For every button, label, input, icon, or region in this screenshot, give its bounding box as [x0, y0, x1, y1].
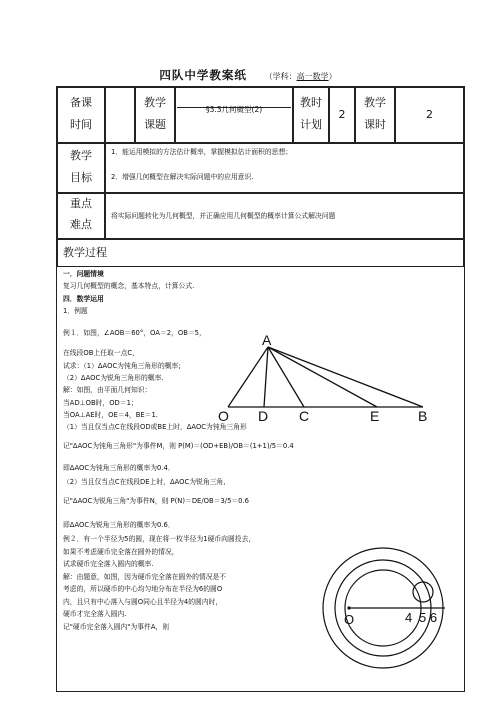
label-o: O: [218, 408, 229, 424]
ex1-line-2: 在线段OB上任取一点C，: [63, 349, 139, 357]
ex2-line-6: 内，且只有中心落入与圆O同心且半径为4的圆内时，: [63, 598, 223, 606]
ex2-line-4: 解：由题意，如图，因为硬币完全落在圆外的情况是不: [63, 573, 227, 581]
radius-56-label: 5 6: [419, 610, 438, 625]
ex1-line-11: （2）当且仅当点C在线段DE上时，ΔAOC为锐角三角,: [63, 478, 226, 486]
circles-figure: [315, 538, 465, 688]
prep-time-label-2: 时间: [70, 118, 92, 131]
plan-label-1: 教时: [300, 96, 322, 109]
topic-value: §3.3几何概型(2): [205, 105, 263, 114]
label-d: D: [258, 408, 269, 424]
plan-value: 2: [338, 108, 346, 121]
hours-label-1: 教学: [364, 96, 386, 109]
section-2-sub: 1．例题: [63, 307, 88, 315]
ex1-line-6: 当AD⊥OB时，OD＝1；: [63, 399, 138, 407]
prep-time-value-cell: [105, 87, 135, 143]
section-1-text: 复习几何概型的概念，基本特点，计算公式.: [63, 282, 195, 290]
topic-label-1: 教学: [144, 96, 166, 109]
key-text: 将实际问题转化为几何概型，并正确应用几何概型的概率计算公式解决问题: [111, 212, 336, 220]
section-2-title: 四．数学运用: [63, 295, 104, 303]
goal-item-1: 1．能运用模拟的方法估计概率，掌握模拟估计面积的思想；: [111, 148, 293, 156]
process-title-cell: [57, 239, 464, 267]
ex1-line-4: （2）ΔAOC为锐角三角形的概率.: [63, 374, 164, 382]
prep-time-label-1: 备课: [70, 96, 92, 109]
label-b: B: [418, 408, 428, 424]
goal-item-2: 2．增强几何概型在解决实际问题中的应用意识.: [111, 173, 254, 181]
ex2-line-7: 硬币才完全落入圆内.: [63, 610, 127, 618]
label-e: E: [370, 408, 380, 424]
ex2-line-3: 试求硬币完全落入圆内的概率.: [63, 560, 154, 568]
subject-line: （学科：高一数学）: [264, 72, 337, 81]
ex1-line-5: 解：如图，由平面几何知识：: [63, 386, 152, 394]
ex1-line-13: 即ΔAOC为锐角三角形的概率为0.6．: [63, 521, 175, 529]
ex1-line-3: 试求：（1）ΔAOC为钝角三角形的概率;: [63, 362, 181, 370]
key-label-2: 难点: [70, 218, 92, 231]
ex2-line-8: 记"硬币完全落入圆内"为事件A，则: [63, 623, 170, 631]
ex1-line-10: 即ΔAOC为钝角三角形的概率为0.4．: [63, 464, 175, 472]
radius-4-label: 4: [405, 610, 413, 625]
subject-value: 高一数学: [296, 72, 329, 81]
ex1-line-12: 记"ΔAOC为锐角三角"为事件N，则 P(N)＝DE/OB＝3/5＝0.6: [63, 497, 249, 505]
ex2-line-1: 例２．有一个半径为5的圆，现在将一枚半径为1硬币向圆投去，: [63, 535, 256, 543]
ex2-line-5: 考虑的，所以硬币的中心均匀地分布在半径为6的圆O: [63, 585, 223, 593]
key-label-1: 重点: [70, 197, 92, 210]
page-title: [0, 67, 496, 83]
section-1-title: 一．问题情境: [63, 270, 104, 278]
goals-label-2: 目标: [70, 171, 92, 184]
circle-center-label: O: [344, 612, 355, 627]
label-a: A: [262, 332, 272, 348]
ex1-line-9: 记"ΔAOC为钝角三角形"为事件M，则 P(M)＝(OD+EB)/OB＝(1+1)/5＝0.4: [63, 442, 294, 450]
label-c: C: [299, 408, 310, 424]
triangle-figure: [218, 332, 460, 425]
ex1-line-8: （1）当且仅当点C在线段OD或BE上时，ΔAOC为钝角三角形: [63, 423, 247, 431]
hours-value: 2: [426, 108, 433, 121]
hours-label-2: 课时: [364, 118, 386, 131]
ex1-line-7: 当OA⊥AE时，OE＝4，BE＝1.: [63, 411, 158, 419]
goals-label-1: 教学: [70, 149, 92, 162]
ex1-line-1: 例１．如图，∠AOB＝60°，OA＝2，OB＝5，: [63, 329, 206, 337]
ex2-line-2: 如果不考虑硬币完全落在圆外的情况，: [63, 548, 179, 556]
plan-label-2: 计划: [300, 118, 322, 131]
process-title: 教学过程: [63, 246, 107, 259]
topic-label-2: 课题: [144, 118, 166, 131]
school-name: 四队中学教案纸: [159, 68, 247, 82]
